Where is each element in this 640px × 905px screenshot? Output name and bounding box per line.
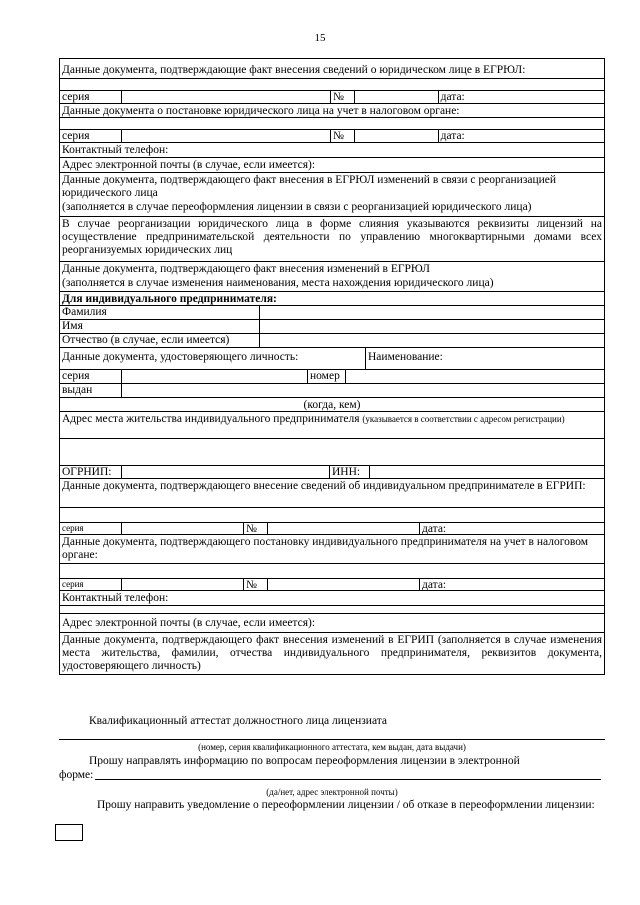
name-change-row[interactable]	[59, 262, 605, 292]
name-label: Имя	[60, 320, 260, 333]
name-field[interactable]	[260, 320, 604, 333]
request-notice: Прошу направить уведомление о переоформлении лицензии / об отказе в переоформлении лицензии:	[97, 799, 595, 811]
series-field[interactable]	[122, 523, 244, 534]
ip-phone-label: Контактный телефон:	[62, 592, 169, 604]
egrip-blank-row[interactable]	[59, 508, 605, 523]
ip-tax-doc-row[interactable]	[59, 535, 605, 564]
issued-row	[59, 384, 605, 398]
surname-row	[59, 306, 605, 320]
ip-email-label: Адрес электронной почты (в случае, если имеется):	[62, 617, 316, 629]
request-email-form-label: форме:	[59, 769, 94, 781]
ip-tax-doc-label: Данные документа, подтверждающего постановку индивидуального предпринимателя на учет в налоговом органе:	[62, 536, 589, 561]
ip-phone-blank-row[interactable]	[59, 606, 605, 614]
ogrnip-field[interactable]	[122, 466, 330, 478]
page-number: 15	[314, 32, 326, 44]
name-change-label: Данные документа, подтверждающего факт внесения изменений в ЕГРЮЛ	[62, 263, 430, 275]
number-label: №	[331, 130, 355, 142]
egrip-doc-row[interactable]	[59, 479, 605, 508]
egrip-change-label: Данные документа, подтверждающего факт внесения изменений в ЕГРИП (заполняется в случае изменения места жительства, фамилии, отчества индивидуального предпринимателя, реквизитов документа, удостоверяющего личность)	[62, 634, 602, 672]
series-field[interactable]	[122, 91, 331, 103]
number-label: №	[331, 91, 355, 103]
individual-header: Для индивидуального предпринимателя:	[62, 293, 277, 305]
number-label: №	[244, 523, 268, 534]
series-field[interactable]	[122, 130, 331, 142]
residence-label: Адрес места жительства индивидуального предпринимателя	[62, 413, 360, 425]
surname-field[interactable]	[260, 306, 604, 319]
email-answer-field[interactable]	[95, 768, 601, 780]
id-series-row	[59, 370, 605, 384]
name-change-note: (заполняется в случае изменения наименования, места нахождения юридического лица)	[62, 277, 494, 289]
certificate-caption: (номер, серия квалификационного аттестата, кем выдан, дата выдачи)	[198, 742, 466, 752]
egrip-change-row[interactable]	[59, 633, 605, 675]
patronymic-row	[59, 334, 605, 348]
ogrnip-label: ОГРНИП:	[60, 466, 122, 478]
ip-tax-blank-row[interactable]	[59, 564, 605, 579]
license-form	[59, 58, 605, 675]
date-label: дата:	[440, 130, 465, 142]
number-field[interactable]	[355, 130, 439, 142]
tax-doc-label: Данные документа о постановке юридического лица на учет в налоговом органе:	[62, 105, 460, 117]
email-caption: (да/нет, адрес электронной почты)	[266, 787, 398, 797]
tax-series-row	[59, 130, 605, 143]
phone-label: Контактный телефон:	[62, 144, 169, 156]
series-label: серия	[60, 91, 122, 103]
series-field[interactable]	[122, 370, 308, 383]
series-label: серия	[60, 370, 122, 383]
number-field[interactable]	[268, 523, 420, 534]
merger-note: В случае реорганизации юридического лица в форме слияния указываются реквизиты лицензий на осуществление предпринимательской деятельности по управлению многоквартирными домами всех реорганизуемых юридических лиц	[62, 218, 602, 256]
ogrnip-row	[59, 466, 605, 479]
tax-doc-label-row	[59, 104, 605, 118]
notice-checkbox[interactable]	[55, 824, 83, 841]
egrul-blank-row[interactable]	[59, 79, 605, 91]
ip-phone-row[interactable]	[59, 591, 605, 606]
phone-row[interactable]	[59, 143, 605, 158]
number-field[interactable]	[346, 370, 604, 383]
ip-email-row[interactable]	[59, 614, 605, 633]
name-row	[59, 320, 605, 334]
id-doc-label: Данные документа, удостоверяющего личность:	[60, 348, 366, 369]
ip-tax-series-row	[59, 579, 605, 591]
certificate-label: Квалификационный аттестат должностного лица лицензиата	[89, 715, 388, 727]
residence-note: (указывается в соответствии с адресом регистрации)	[362, 414, 565, 424]
date-label: дата:	[422, 579, 447, 591]
certificate-block	[59, 714, 605, 728]
reorg-change-label: Данные документа, подтверждающего факт внесения в ЕГРЮЛ изменений в связи с реорганизацией юридического лица	[62, 174, 557, 199]
residence-row[interactable]	[59, 412, 605, 439]
when-by-whom-caption: (когда, кем)	[303, 399, 361, 411]
issued-label: выдан	[60, 384, 122, 397]
residence-blank-row[interactable]	[59, 439, 605, 466]
email-row[interactable]	[59, 158, 605, 173]
egrul-series-row	[59, 91, 605, 104]
series-label: серия	[60, 130, 122, 142]
egrip-doc-label: Данные документа, подтверждающего внесение сведений об индивидуальном предпринимателе в ЕГРИП:	[62, 480, 586, 492]
number-field[interactable]	[268, 579, 420, 590]
patronymic-field[interactable]	[260, 334, 604, 347]
reorg-change-note: (заполняется в случае переоформления лицензии в связи с реорганизацией юридического лица)	[62, 201, 532, 213]
inn-field[interactable]	[370, 466, 604, 478]
date-label: дата:	[440, 91, 465, 103]
patronymic-label: Отчество (в случае, если имеется)	[60, 334, 260, 347]
email-label: Адрес электронной почты (в случае, если имеется):	[62, 159, 316, 171]
number-label: №	[244, 579, 268, 590]
egrip-series-row	[59, 523, 605, 535]
id-doc-row	[59, 348, 605, 370]
merger-note-row	[59, 217, 605, 262]
egrul-doc-label-row	[59, 59, 605, 79]
series-field[interactable]	[122, 579, 244, 590]
request-email-line1: Прошу направлять информацию по вопросам переоформления лицензии в электронной	[89, 755, 520, 767]
when-by-whom-row	[59, 398, 605, 412]
egrul-doc-label: Данные документа, подтверждающие факт внесения сведений о юридическом лице в ЕГРЮЛ:	[62, 64, 526, 76]
doc-name-label[interactable]: Наименование:	[368, 351, 443, 363]
inn-label: ИНН:	[330, 466, 370, 478]
issued-field[interactable]	[122, 384, 604, 397]
reorg-change-row[interactable]	[59, 173, 605, 217]
request-email-line2	[59, 768, 605, 782]
individual-header-row	[59, 292, 605, 306]
surname-label: Фамилия	[60, 306, 260, 319]
number-field[interactable]	[355, 91, 439, 103]
tax-blank-row[interactable]	[59, 118, 605, 130]
series-label: серия	[60, 523, 122, 534]
date-label: дата:	[422, 523, 447, 535]
series-label: серия	[60, 579, 122, 590]
number-word-label: номер	[308, 370, 346, 383]
